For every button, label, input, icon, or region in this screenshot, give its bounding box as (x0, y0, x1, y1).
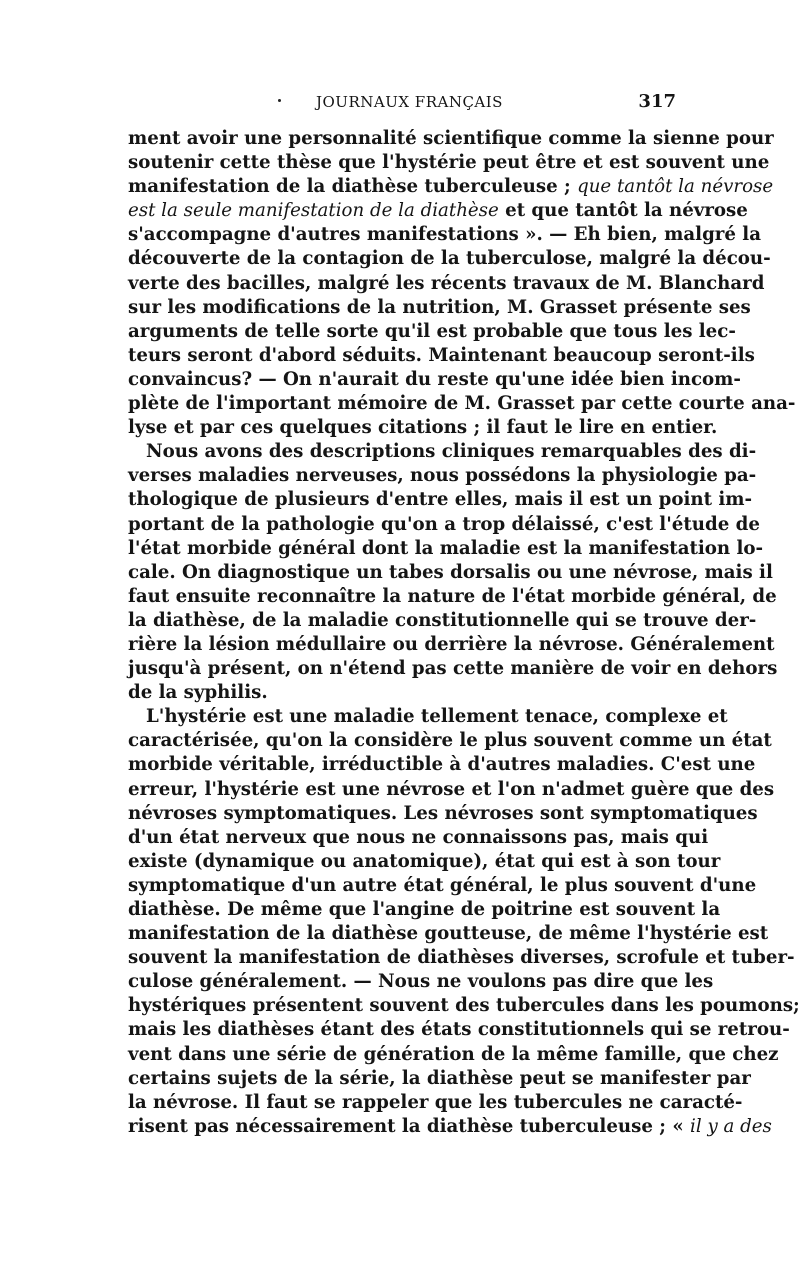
line-text: l'état morbide général dont la maladie est la manifestation lo- (128, 537, 764, 559)
line-text: erreur, l'hystérie est une névrose et l'on n'admet guère que des (128, 778, 775, 800)
line-text: de la syphilis. (128, 682, 268, 704)
line-text: portant de la pathologie qu'on a trop délaissé, c'est l'étude de (128, 513, 760, 535)
text-line (128, 585, 777, 609)
line-text: la diathèse, de la maladie constitutionnelle qui se trouve der- (128, 609, 757, 631)
text-line (128, 850, 721, 874)
line-text: teurs seront d'abord séduits. Maintenant beaucoup seront-ils (128, 344, 755, 366)
line-text: rière la lésion médullaire ou derrière la névrose. Généralement (128, 633, 775, 655)
italic-text: est la seule manifestation de la diathèse (128, 200, 499, 222)
text-line (128, 199, 748, 223)
text-line (128, 416, 718, 440)
text-line (128, 561, 773, 585)
text-line (128, 1067, 751, 1091)
text-line (128, 705, 728, 729)
text-line (128, 296, 751, 320)
line-text: symptomatique d'un autre état général, le plus souvent d'une (128, 874, 757, 896)
text-line (128, 247, 771, 271)
line-text: culose généralement. — Nous ne voulons pas dire que les (128, 971, 714, 993)
line-text: et que tantôt la névrose (498, 200, 748, 222)
line-text: vent dans une série de génération de la même famille, que chez (128, 1043, 779, 1065)
text-line (128, 320, 736, 344)
text-line (128, 368, 741, 392)
line-text: existe (dynamique ou anatomique), état qui est à son tour (128, 850, 721, 872)
text-line (128, 537, 764, 561)
line-text: arguments de telle sorte qu'il est probable que tous les lec- (128, 320, 736, 342)
line-text: cale. On diagnostique un tabes dorsalis ou une névrose, mais il (128, 561, 773, 583)
line-text: la névrose. Il faut se rappeler que les tubercules ne caracté- (128, 1091, 743, 1113)
line-text: ment avoir une personnalité scientifique comme la sienne pour (128, 128, 774, 149)
text-line (128, 1018, 790, 1042)
text-line (128, 778, 775, 802)
line-text: risent pas nécessairement la diathèse tuberculeuse ; « (128, 1115, 691, 1137)
line-text: souvent la manifestation de diathèses diverses, scrofule et tuber- (128, 947, 795, 969)
text-line (128, 874, 757, 898)
line-text: jusqu'à présent, on n'étend pas cette manière de voir en dehors (128, 658, 778, 680)
page-number: 317 (638, 91, 676, 112)
text-line (128, 970, 714, 994)
line-text: sur les modifications de la nutrition, M. Grasset présente ses (128, 296, 751, 318)
text-line (128, 1115, 772, 1139)
text-line (128, 633, 775, 657)
body-text (128, 127, 800, 1139)
text-line (128, 392, 796, 416)
line-text: lyse et par ces quelques citations ; il faut le lire en entier. (128, 417, 718, 439)
text-line (128, 681, 676, 705)
header-dot (278, 99, 281, 102)
line-text: caractérisée, qu'on la considère le plus souvent comme un état (128, 730, 772, 752)
line-text: manifestation de la diathèse tuberculeuse ; (128, 176, 578, 198)
text-line (128, 513, 760, 537)
line-text: d'un état nerveux que nous ne connaissons pas, mais qui (128, 826, 709, 848)
running-title: JOURNAUX FRANÇAIS (316, 93, 503, 111)
line-text: thologique de plusieurs d'entre elles, mais il est un point im- (128, 489, 753, 511)
text-line (128, 440, 757, 464)
text-line (128, 151, 770, 175)
text-line (128, 729, 772, 753)
page-header (128, 91, 676, 121)
text-line (128, 994, 800, 1018)
text-line (128, 609, 757, 633)
text-line (128, 344, 755, 368)
text-line (128, 175, 774, 199)
line-text: diathèse. De même que l'angine de poitrine est souvent la (128, 899, 721, 920)
line-text: manifestation de la diathèse goutteuse, de même l'hystérie est (128, 923, 769, 945)
italic-text: que tantôt la névrose (577, 176, 774, 198)
text-line (128, 1091, 743, 1115)
text-line (128, 946, 795, 970)
text-line (128, 1043, 779, 1067)
line-text: névroses symptomatiques. Les névroses sont symptomatiques (128, 802, 758, 824)
line-text: verses maladies nerveuses, nous possédons la physiologie pa- (128, 465, 757, 487)
line-text: Nous avons des descriptions cliniques remarquables des di- (146, 441, 757, 463)
line-text: morbide véritable, irréductible à d'autres maladies. C'est une (128, 754, 756, 776)
line-text: verte des bacilles, malgré les récents travaux de M. Blanchard (128, 272, 765, 294)
line-text: découverte de la contagion de la tuberculose, malgré la décou- (128, 248, 771, 270)
text-line (128, 464, 757, 488)
italic-text: il y a des (690, 1115, 772, 1137)
line-text: s'accompagne d'autres manifestations ». — Eh bien, malgré la (128, 224, 761, 246)
line-text: L'hystérie est une maladie tellement tenace, complexe et (146, 706, 728, 728)
line-text: plète de l'important mémoire de M. Grasset par cette courte ana- (128, 393, 796, 415)
text-line (128, 488, 753, 512)
text-line (128, 898, 721, 922)
line-text: convaincus? — On n'aurait du reste qu'une idée bien incom- (128, 368, 741, 390)
text-line (128, 753, 756, 777)
text-line (128, 922, 769, 946)
text-line (128, 127, 774, 151)
text-line (128, 272, 765, 296)
line-text: hystériques présentent souvent des tubercules dans les poumons; (128, 995, 800, 1017)
text-line (128, 826, 709, 850)
text-line (128, 802, 758, 826)
line-text: mais les diathèses étant des états constitutionnels qui se retrou- (128, 1019, 790, 1041)
line-text: faut ensuite reconnaître la nature de l'état morbide général, de (128, 585, 777, 607)
line-text: certains sujets de la série, la diathèse peut se manifester par (128, 1067, 751, 1089)
line-text: soutenir cette thèse que l'hystérie peut être et est souvent une (128, 152, 770, 174)
text-line (128, 223, 761, 247)
text-line (128, 657, 778, 681)
